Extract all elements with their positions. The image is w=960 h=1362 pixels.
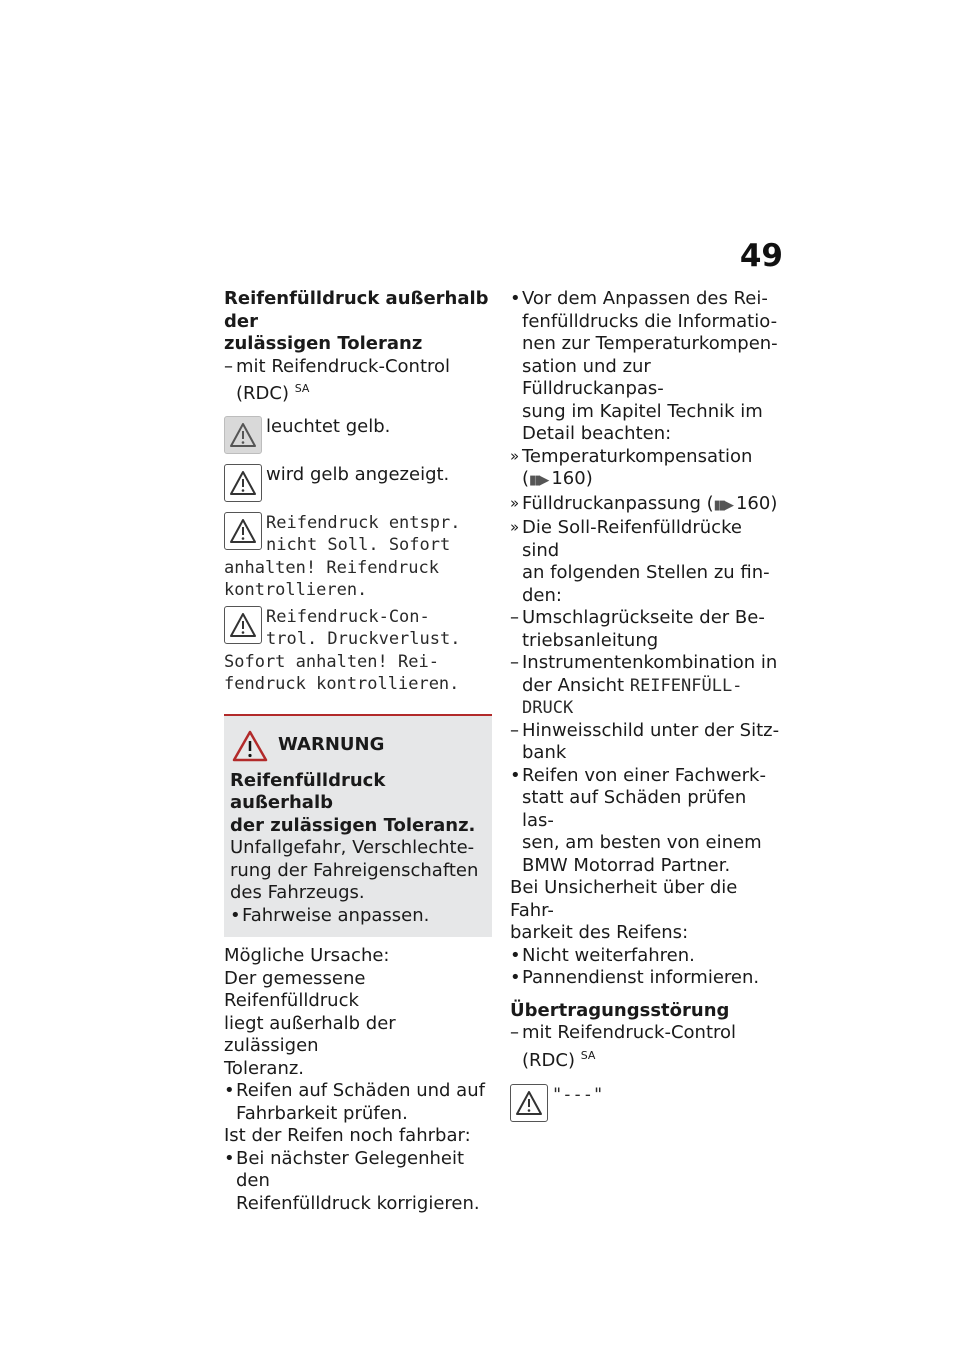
warning-title: WARNUNG <box>278 734 385 756</box>
warning-triangle-icon <box>224 606 262 644</box>
page-number: 49 <box>739 238 783 274</box>
rdc-condition: – mit Reifendruck-Control (RDC) $^{SA}$ <box>510 1022 782 1072</box>
list-item: • Pannendienst informieren. <box>510 967 782 990</box>
left-column: Reifenfülldruck außerhalb der zulässigen Toleranz – mit Reifendruck-Control (RDC) $^{SA}$ leuchtet gelb. wird gelb angezeigt. Reifendruck entspr. nicht Soll. Sofort anhalten! Reifendruck kontrollieren. Reifendruck-Con- trol. Druckverlust. Sofort anhalten! Rei- fendruck kontrollieren. WARNUNG Reifenfülldruck außerhalb der zulässigen Toleranz. Unfallgefahr, Verschlechte- rung der Fahreigenschaften des Fahrzeugs. • Fahrweise anpassen. Mögliche Ursache: Der gemessene Reifenfülldruck liegt außerhalb der zulässigen Toleranz. • Reifen auf Schäden und auf Fahrbarkeit prüfen. Ist der Reifen noch fahrbar: • Bei nächster Gelegenheit den Reifenfülldruck korrigieren. <box>224 288 492 1215</box>
warning-triangle-icon <box>224 512 262 550</box>
list-item: • Nicht weiterfahren. <box>510 945 782 968</box>
display-message-pressure: Reifendruck entspr. nicht Soll. Sofort anhalten! Reifendruck kontrollieren. <box>224 512 461 600</box>
list-item: • Vor dem Anpassen des Rei- fenfülldrucks die Informatio- nen zur Temperaturkompen- sation und zur Fülldruckanpas- sung im Kapitel Technik im Detail beachten: <box>510 288 782 446</box>
page-arrow-icon: ▮▮▶ <box>529 473 548 488</box>
indicator-transmission-fault <box>510 1084 782 1122</box>
rdc-condition: – mit Reifendruck-Control (RDC) $^{SA}$ <box>224 356 492 406</box>
indicator-shown-yellow: wird gelb angezeigt. <box>224 464 492 502</box>
sa-marker: SA <box>580 1048 596 1062</box>
display-message-pressure-loss: Reifendruck-Con- trol. Druckverlust. Sofort anhalten! Rei- fendruck kontrollieren. <box>224 606 461 694</box>
cross-reference-fill-pressure[interactable]: » Fülldruckanpassung (▮▮▶ 160) <box>510 493 782 518</box>
warning-triangle-red-icon <box>232 730 268 762</box>
warning-header <box>230 730 486 762</box>
warning-box: WARNUNG Reifenfülldruck außerhalb der zulässigen Toleranz. Unfallgefahr, Verschlechte- rung der Fahreigenschaften des Fahrzeugs. • Fahrweise anpassen. <box>224 714 492 938</box>
list-item: – Hinweisschild unter der Sitz- bank <box>510 720 782 765</box>
cross-reference-target-pressures: » Die Soll-Reifenfülldrücke sind an folgenden Stellen zu fin- den: <box>510 517 782 607</box>
right-column: • Vor dem Anpassen des Rei- fenfülldrucks die Informatio- nen zur Temperaturkompen- sation und zur Fülldruckanpas- sung im Kapitel Technik im Detail beachten: » Temperaturkompensation (▮▮▶ 160) » Fülldruckanpassung (▮▮▶ 160) » Die Soll-Reifenfülldrücke sind an folgenden Stellen zu fin- den: – Umschlagrückseite der Be- triebsanleitung – Instrumentenkombination in der Ansicht REIFENFÜLL- DRUCK – Hinweisschild unter der Sitz- bank • Reifen von einer Fachwerk- statt auf Schäden prüfen las- sen, am besten von einem BMW Motorrad Partner. Bei Unsicherheit über die Fahr- barkeit des Reifens: • Nicht weiterfahren. • Pannendienst informieren. Übertragungsstörung – mit Reifendruck-Control (RDC) $^{SA}$ "---" <box>510 288 782 1122</box>
cross-reference-temperature[interactable]: » Temperaturkompensation (▮▮▶ 160) <box>510 446 782 493</box>
indicator-lights-yellow: leuchtet gelb. <box>224 416 492 454</box>
sa-marker: SA <box>294 382 310 395</box>
display-dashes: "---" <box>552 1085 604 1105</box>
warning-triangle-light-icon <box>224 416 262 454</box>
warning-bullet: • Fahrweise anpassen. <box>230 905 486 928</box>
list-item: – Instrumentenkombination in der Ansicht REIFENFÜLL- DRUCK <box>510 652 782 720</box>
warning-triangle-icon <box>510 1084 548 1122</box>
warning-triangle-icon <box>224 464 262 502</box>
possible-cause: Mögliche Ursache: Der gemessene Reifenfülldruck liegt außerhalb der zulässigen Toleranz. <box>224 945 396 1079</box>
list-item: • Reifen von einer Fachwerk- statt auf Schäden prüfen las- sen, am besten von einem BMW Motorrad Partner. <box>510 765 782 878</box>
section-heading-transmission-fault: Übertragungsstörung <box>510 999 730 1021</box>
list-item: • Reifen auf Schäden und auf Fahrbarkeit prüfen. <box>224 1080 492 1125</box>
page-arrow-icon: ▮▮▶ <box>713 497 732 513</box>
section-heading-tolerance: Reifenfülldruck außerhalb der zulässigen Toleranz <box>224 288 489 354</box>
list-item: • Bei nächster Gelegenheit den Reifenfülldruck korrigieren. <box>224 1148 492 1216</box>
list-item: – Umschlagrückseite der Be- triebsanleitung <box>510 607 782 652</box>
